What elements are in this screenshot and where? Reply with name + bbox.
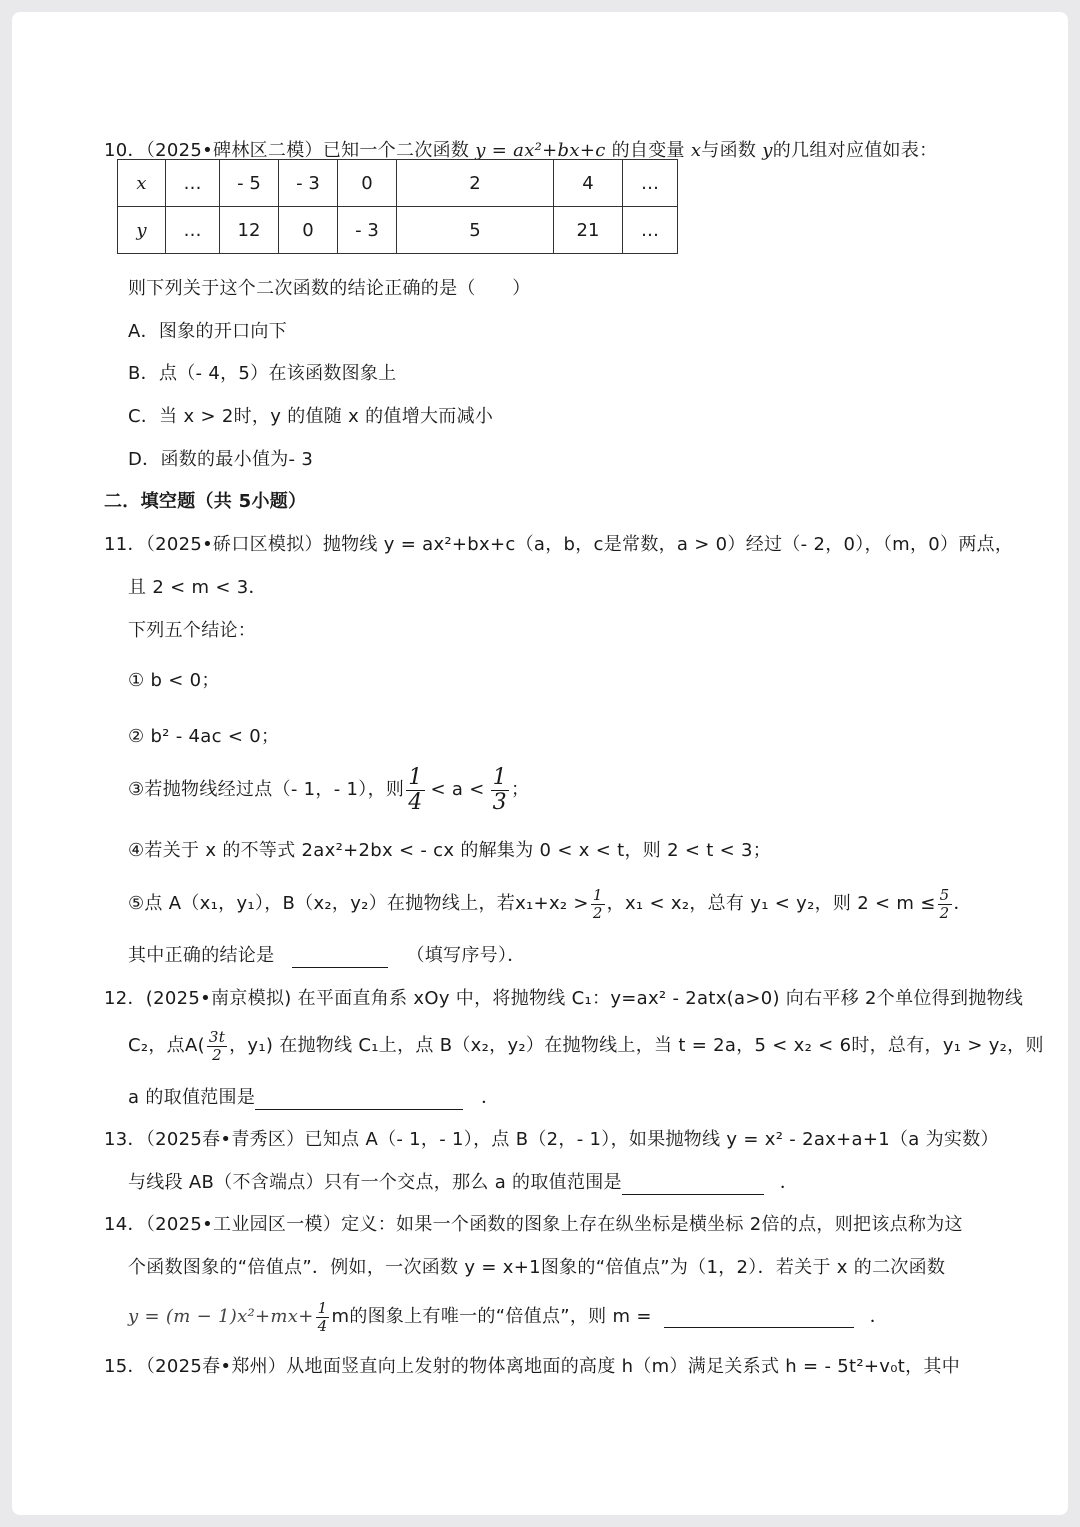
q10-var-y: y — [762, 140, 773, 161]
c5-mid: ，x₁ < x₂，总有 y₁ < y₂，则 2 < m ≤ — [606, 893, 936, 914]
q10-function: y = ax²+bx+c — [475, 140, 606, 161]
table-cell: 12 — [220, 207, 279, 254]
q12-line2-post: ，y₁) 在抛物线 C₁上，点 B（x₂，y₂）在抛物线上，当 t = 2a，5 < x₂ < 6时，总有，y₁ > y₂，则 — [229, 1035, 1044, 1056]
q12-line1: 12．(2025•南京模拟) 在平面直角系 xOy 中，将抛物线 C₁：y=ax² - 2atx(a>0) 向右平移 2个单位得到抛物线 — [104, 988, 1024, 1009]
frac-num: 3t — [208, 1027, 226, 1046]
q11-line3: 下列五个结论： — [128, 620, 257, 641]
q10-intro-tail2: 与函数 — [701, 140, 757, 161]
table-cell: 5 — [397, 207, 554, 254]
c5-end: ． — [953, 893, 972, 914]
q14-line1: 14．（2025•工业园区一模）定义：如果一个函数的图象上存在纵坐标是横坐标 2倍的点，则把该点称为这 — [104, 1214, 963, 1235]
frac-num: 1 — [592, 885, 603, 904]
q13-line2-text: 与线段 AB（不含端点）只有一个交点，那么 a 的取值范围是 — [128, 1172, 622, 1193]
table-cell: - 5 — [220, 160, 279, 207]
q11-line2: 且 2 < m < 3． — [128, 577, 267, 598]
q10-option-c: C．当 x > 2时，y 的值随 x 的值增大而减小 — [128, 406, 494, 427]
fraction — [491, 764, 509, 815]
q10-question: 则下列关于这个二次函数的结论正确的是（ ） — [128, 278, 531, 299]
table-cell: - 3 — [279, 160, 338, 207]
answer-blank[interactable] — [622, 1174, 764, 1195]
c5-text: ⑤点 A（x₁，y₁），B（x₂，y₂）在抛物线上，若x₁+x₂ > — [128, 893, 589, 914]
q13-line2-end: ． — [779, 1172, 799, 1193]
table-cell: 0 — [279, 207, 338, 254]
frac-den: 2 — [939, 903, 950, 922]
q14-expr: y = (m − 1)x²+mx+ — [128, 1306, 314, 1327]
frac-num: 1 — [408, 764, 423, 790]
answer-label: 其中正确的结论是 — [128, 945, 275, 966]
frac-num: 5 — [939, 885, 950, 904]
q10-intro: 10．（2025•碑林区二模）已知一个二次函数 — [104, 140, 470, 161]
q10-option-b: B．点（- 4，5）在该函数图象上 — [128, 363, 397, 384]
q11-conclusion-4: ④若关于 x 的不等式 2ax²+2bx < - cx 的解集为 0 < x < t，则 2 < t < 3； — [128, 840, 772, 861]
table-cell: … — [623, 207, 678, 254]
answer-blank[interactable] — [664, 1307, 854, 1328]
fraction — [316, 1298, 330, 1335]
q11-line1: 11．（2025•硚口区模拟）抛物线 y = ax²+bx+c（a，b，c是常数，a > 0）经过（- 2，0），（m，0）两点， — [104, 534, 1014, 555]
c3-text: ③若抛物线经过点（- 1，- 1），则 — [128, 779, 405, 800]
table-row-y — [118, 207, 678, 254]
table-cell: … — [623, 160, 678, 207]
table-cell: x — [118, 160, 166, 207]
frac-den: 2 — [212, 1045, 222, 1064]
table-cell: 2 — [397, 160, 554, 207]
c3-mid: < a < — [430, 779, 485, 800]
q10-value-table — [117, 159, 678, 254]
fraction — [938, 885, 952, 922]
table-cell: … — [166, 207, 220, 254]
q14-line2: 个函数图象的“倍值点”．例如，一次函数 y = x+1图象的“倍值点”为（1，2）．若关于 x 的二次函数 — [128, 1257, 946, 1278]
table-cell: 4 — [554, 160, 623, 207]
table-cell: 0 — [338, 160, 397, 207]
q10-intro-tail3: 的几组对应值如表： — [772, 140, 938, 161]
frac-num: 1 — [492, 764, 507, 790]
answer-hint: （填写序号）． — [406, 945, 526, 966]
fraction — [591, 885, 605, 922]
q12-line3-text: a 的取值范围是 — [128, 1087, 256, 1108]
q13-line1: 13．（2025春•青秀区）已知点 A（- 1，- 1），点 B（2，- 1），如果抛物线 y = x² - 2ax+a+1（a 为实数） — [104, 1129, 999, 1150]
q10-intro-tail: 的自变量 — [611, 140, 685, 161]
q11-conclusion-5 — [128, 880, 972, 928]
frac-num: 1 — [317, 1298, 328, 1317]
table-row-x — [118, 160, 678, 207]
q10-option-a: A．图象的开口向下 — [128, 321, 288, 342]
q13-line2 — [128, 1171, 798, 1195]
q12-line2 — [128, 1022, 1044, 1070]
frac-den: 3 — [492, 789, 507, 815]
q12-line3-end: ． — [481, 1087, 500, 1108]
frac-den: 2 — [592, 903, 603, 922]
q11-conclusion-2: ② b² - 4ac < 0； — [128, 726, 280, 747]
q14-line3 — [128, 1293, 888, 1341]
q10-var-x: x — [690, 140, 702, 161]
q12-line3 — [128, 1086, 499, 1110]
frac-den: 4 — [408, 789, 423, 815]
q15-line1: 15．（2025春•郑州）从地面竖直向上发射的物体离地面的高度 h（m）满足关系式 h = - 5t²+v₀t，其中 — [104, 1356, 960, 1377]
table-cell: … — [166, 160, 220, 207]
answer-blank[interactable] — [255, 1089, 463, 1110]
q11-answer — [128, 944, 526, 968]
q10-option-d: D．函数的最小值为- 3 — [128, 449, 314, 470]
q14-line3-post: m的图象上有唯一的“倍值点”，则 m = — [331, 1306, 652, 1327]
section-title: 二．填空题（共 5小题） — [104, 491, 307, 512]
q11-conclusion-3 — [128, 760, 529, 820]
q14-line3-end: ． — [869, 1306, 889, 1327]
fraction — [406, 764, 424, 815]
q11-conclusion-1: ① b < 0； — [128, 670, 220, 691]
table-cell: y — [118, 207, 166, 254]
table-cell: 21 — [554, 207, 623, 254]
frac-den: 4 — [317, 1316, 328, 1335]
table-cell: - 3 — [338, 207, 397, 254]
answer-blank[interactable] — [292, 947, 388, 968]
q12-line2-pre: C₂，点A( — [128, 1035, 205, 1056]
c3-end: ； — [510, 779, 530, 800]
fraction — [207, 1027, 227, 1064]
